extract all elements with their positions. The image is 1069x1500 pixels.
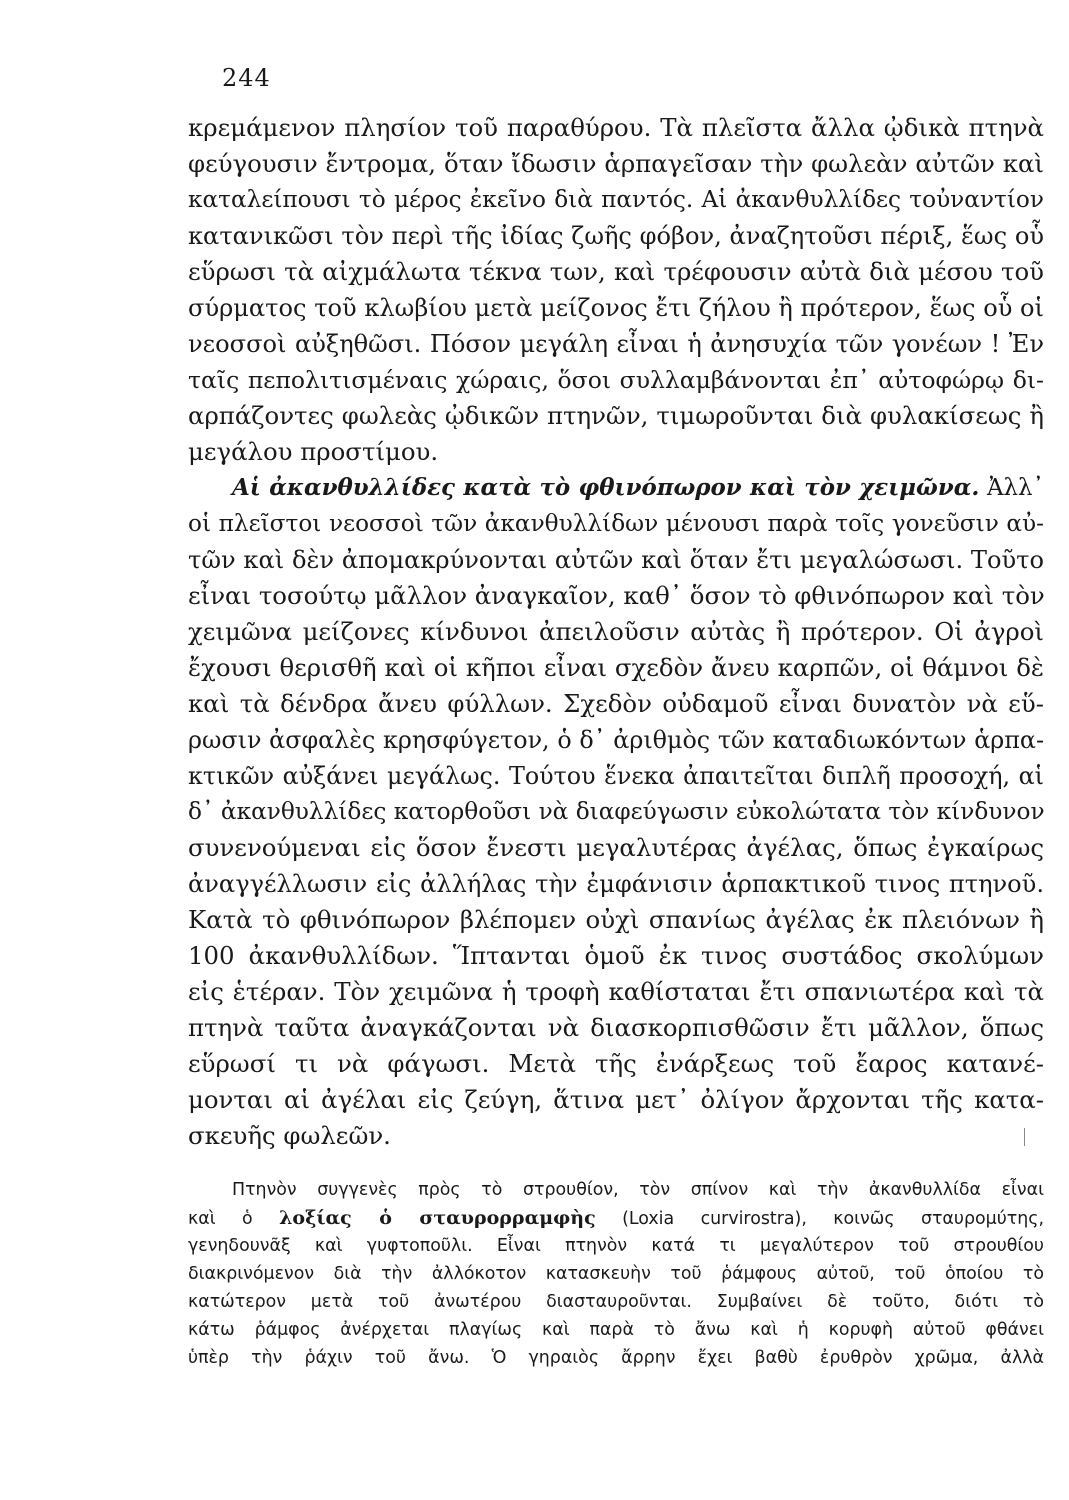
text-line: αρπάζοντες φωλεὰς ᾠδικῶν πτηνῶν, τιμωροῦνται διὰ φυλακίσεως ἢ bbox=[188, 401, 1044, 430]
footnote-block bbox=[188, 1176, 1044, 1372]
note-line: διακρινόμενον διὰ τὴν ἀλλόκοτον κατασκευὴν τοῦ ῥάμφους αὐτοῦ, τοῦ ὁποίου τὸ bbox=[188, 1264, 1044, 1284]
text-line: εὕρωσί τι νὰ φάγωσι. Μετὰ τῆς ἐνάρξεως τοῦ ἔαρος κατανέ- bbox=[188, 1049, 1044, 1078]
text-line: σκευῆς φωλεῶν. bbox=[188, 1121, 391, 1150]
text-line: καταλείπουσι τὸ μέρος ἐκεῖνο διὰ παντός. Αἱ ἀκανθυλλίδες τοὐναντίον bbox=[188, 186, 1044, 213]
text-line: ρωσιν ἀσφαλὲς κρησφύγετον, ὁ δ᾿ ἀριθμὸς τῶν καταδιωκόντων ἁρπα- bbox=[188, 726, 1044, 754]
note-line-prefix: καὶ ὁ bbox=[188, 1209, 253, 1229]
text-line: Κατὰ τὸ φθινόπωρον βλέπομεν οὐχὶ σπανίως ἀγέλας ἐκ πλειόνων ἢ bbox=[188, 905, 1044, 934]
section-heading: Αἱ ἀκανθυλλίδες κατὰ τὸ φθινόπωρον καὶ τὸν χειμῶνα. bbox=[232, 474, 980, 501]
text-line: σύρματος τοῦ κλωβίου μετὰ μείζονος ἔτι ζήλου ἢ πρότερον, ἕως οὗ οἱ bbox=[188, 294, 1044, 322]
text-line: ἀναγγέλλωσιν εἰς ἀλλήλας τὴν ἐμφάνισιν ἁρπακτικοῦ τινος πτηνοῦ. bbox=[188, 870, 1044, 898]
section-heading-line bbox=[188, 470, 1044, 506]
heading-line-continuation: Ἀλλ᾿ bbox=[987, 475, 1044, 501]
text-line: κατανικῶσι τὸν περὶ τῆς ἰδίας ζωῆς φόβον, ἀναζητοῦσι πέριξ, ἕως οὗ bbox=[188, 222, 1044, 250]
text-line: ταῖς πεπολιτισμέναις χώραις, ὅσοι συλλαμβάνονται ἐπ᾿ αὐτοφώρῳ δι- bbox=[188, 366, 1044, 394]
note-line-suffix: (Loxia curvirostra), κοινῶς σταυρομύτης, bbox=[622, 1209, 1044, 1229]
margin-mark bbox=[1024, 1128, 1025, 1146]
text-line: εἰς ἑτέραν. Τὸν χειμῶνα ἡ τροφὴ καθίσταται ἔτι σπανιωτέρα καὶ τὰ bbox=[188, 977, 1044, 1006]
text-line: 100 ἀκανθυλλίδων. Ἵπτανται ὁμοῦ ἐκ τινος συστάδος σκολύμων bbox=[188, 941, 1044, 970]
note-line-species bbox=[188, 1204, 1044, 1232]
text-line: οἱ πλεῖστοι νεοσσοὶ τῶν ἀκανθυλλίδων μένουσι παρὰ τοῖς γονεῦσιν αὐ- bbox=[188, 510, 1044, 537]
text-line: μονται αἱ ἀγέλαι εἰς ζεύγη, ἅτινα μετ᾿ ὀλίγον ἄρχονται τῆς κατα- bbox=[188, 1085, 1044, 1114]
text-line: εὕρωσι τὰ αἰχμάλωτα τέκνα των, καὶ τρέφουσιν αὐτὰ διὰ μέσου τοῦ bbox=[188, 257, 1044, 286]
note-line: κάτω ῥάμφος ἀνέρχεται πλαγίως καὶ παρὰ τὸ ἄνω καὶ ἡ κορυφὴ αὐτοῦ φθάνει bbox=[188, 1320, 1044, 1340]
text-line: νεοσσοὶ αὐξηθῶσι. Πόσον μεγάλη εἶναι ἡ ἀνησυχία τῶν γονέων ! Ἐν bbox=[188, 330, 1044, 358]
text-line: ἔχουσι θερισθῆ καὶ οἱ κῆποι εἶναι σχεδὸν ἄνευ καρπῶν, οἱ θάμνοι δὲ bbox=[188, 653, 1044, 682]
text-line: χειμῶνα μείζονες κίνδυνοι ἀπειλοῦσιν αὐτὰς ἢ πρότερον. Οἱ ἀγροὶ bbox=[188, 617, 1044, 646]
main-text-body bbox=[188, 110, 1044, 1154]
text-line: τῶν καὶ δὲν ἀπομακρύνονται αὐτῶν καὶ ὅταν ἔτι μεγαλώσωσι. Τοῦτο bbox=[188, 546, 1044, 574]
text-line: εἶναι τοσούτῳ μᾶλλον ἀναγκαῖον, καθ᾿ ὅσον τὸ φθινόπωρον καὶ τὸν bbox=[188, 581, 1045, 610]
note-line: ὑπὲρ τὴν ῥάχιν τοῦ ἄνω. Ὁ γηραιὸς ἄρρην ἔχει βαθὺ ἐρυθρὸν χρῶμα, ἀλλὰ bbox=[188, 1348, 1044, 1368]
text-line: φεύγουσιν ἔντρομα, ὅταν ἴδωσιν ἁρπαγεῖσαν τὴν φωλεὰν αὐτῶν καὶ bbox=[188, 149, 1044, 178]
text-line: πτηνὰ ταῦτα ἀναγκάζονται νὰ διασκορπισθῶσιν ἔτι μᾶλλον, ὅπως bbox=[188, 1013, 1044, 1042]
page-number: 244 bbox=[222, 64, 271, 92]
species-name: λοξίας ὁ σταυρορραμφὴς bbox=[279, 1207, 596, 1229]
text-line: δ᾿ ἀκανθυλλίδες κατορθοῦσι νὰ διαφεύγωσιν εὐκολώτατα τὸν κίνδυνον bbox=[188, 798, 1045, 825]
text-line: κρεμάμενον πλησίον τοῦ παραθύρου. Τὰ πλεῖστα ἄλλα ᾠδικὰ πτηνὰ bbox=[188, 113, 1044, 142]
text-line: μεγάλου προστίμου. bbox=[188, 437, 439, 466]
note-line: γενηδουνᾶξ καὶ γυφτοποῦλι. Εἶναι πτηνὸν κατά τι μεγαλύτερον τοῦ στρουθίου bbox=[188, 1236, 1044, 1256]
text-line: καὶ τὰ δένδρα ἄνευ φύλλων. Σχεδὸν οὐδαμοῦ εἶναι δυνατὸν νὰ εὕ- bbox=[188, 689, 1044, 718]
note-line: κατώτερον μετὰ τοῦ ἀνωτέρου διασταυροῦνται. Συμβαίνει δὲ τοῦτο, διότι τὸ bbox=[188, 1292, 1044, 1312]
note-line: Πτηνὸν συγγενὲς πρὸς τὸ στρουθίον, τὸν σπίνον καὶ τὴν ἀκανθυλλίδα εἶναι bbox=[232, 1180, 1044, 1200]
text-line: συνενούμεναι εἰς ὅσον ἔνεστι μεγαλυτέρας ἀγέλας, ὅπως ἐγκαίρως bbox=[188, 833, 1044, 862]
text-line: κτικῶν αὐξάνει μεγάλως. Τούτου ἕνεκα ἀπαιτεῖται διπλῆ προσοχή, αἱ bbox=[188, 762, 1044, 790]
